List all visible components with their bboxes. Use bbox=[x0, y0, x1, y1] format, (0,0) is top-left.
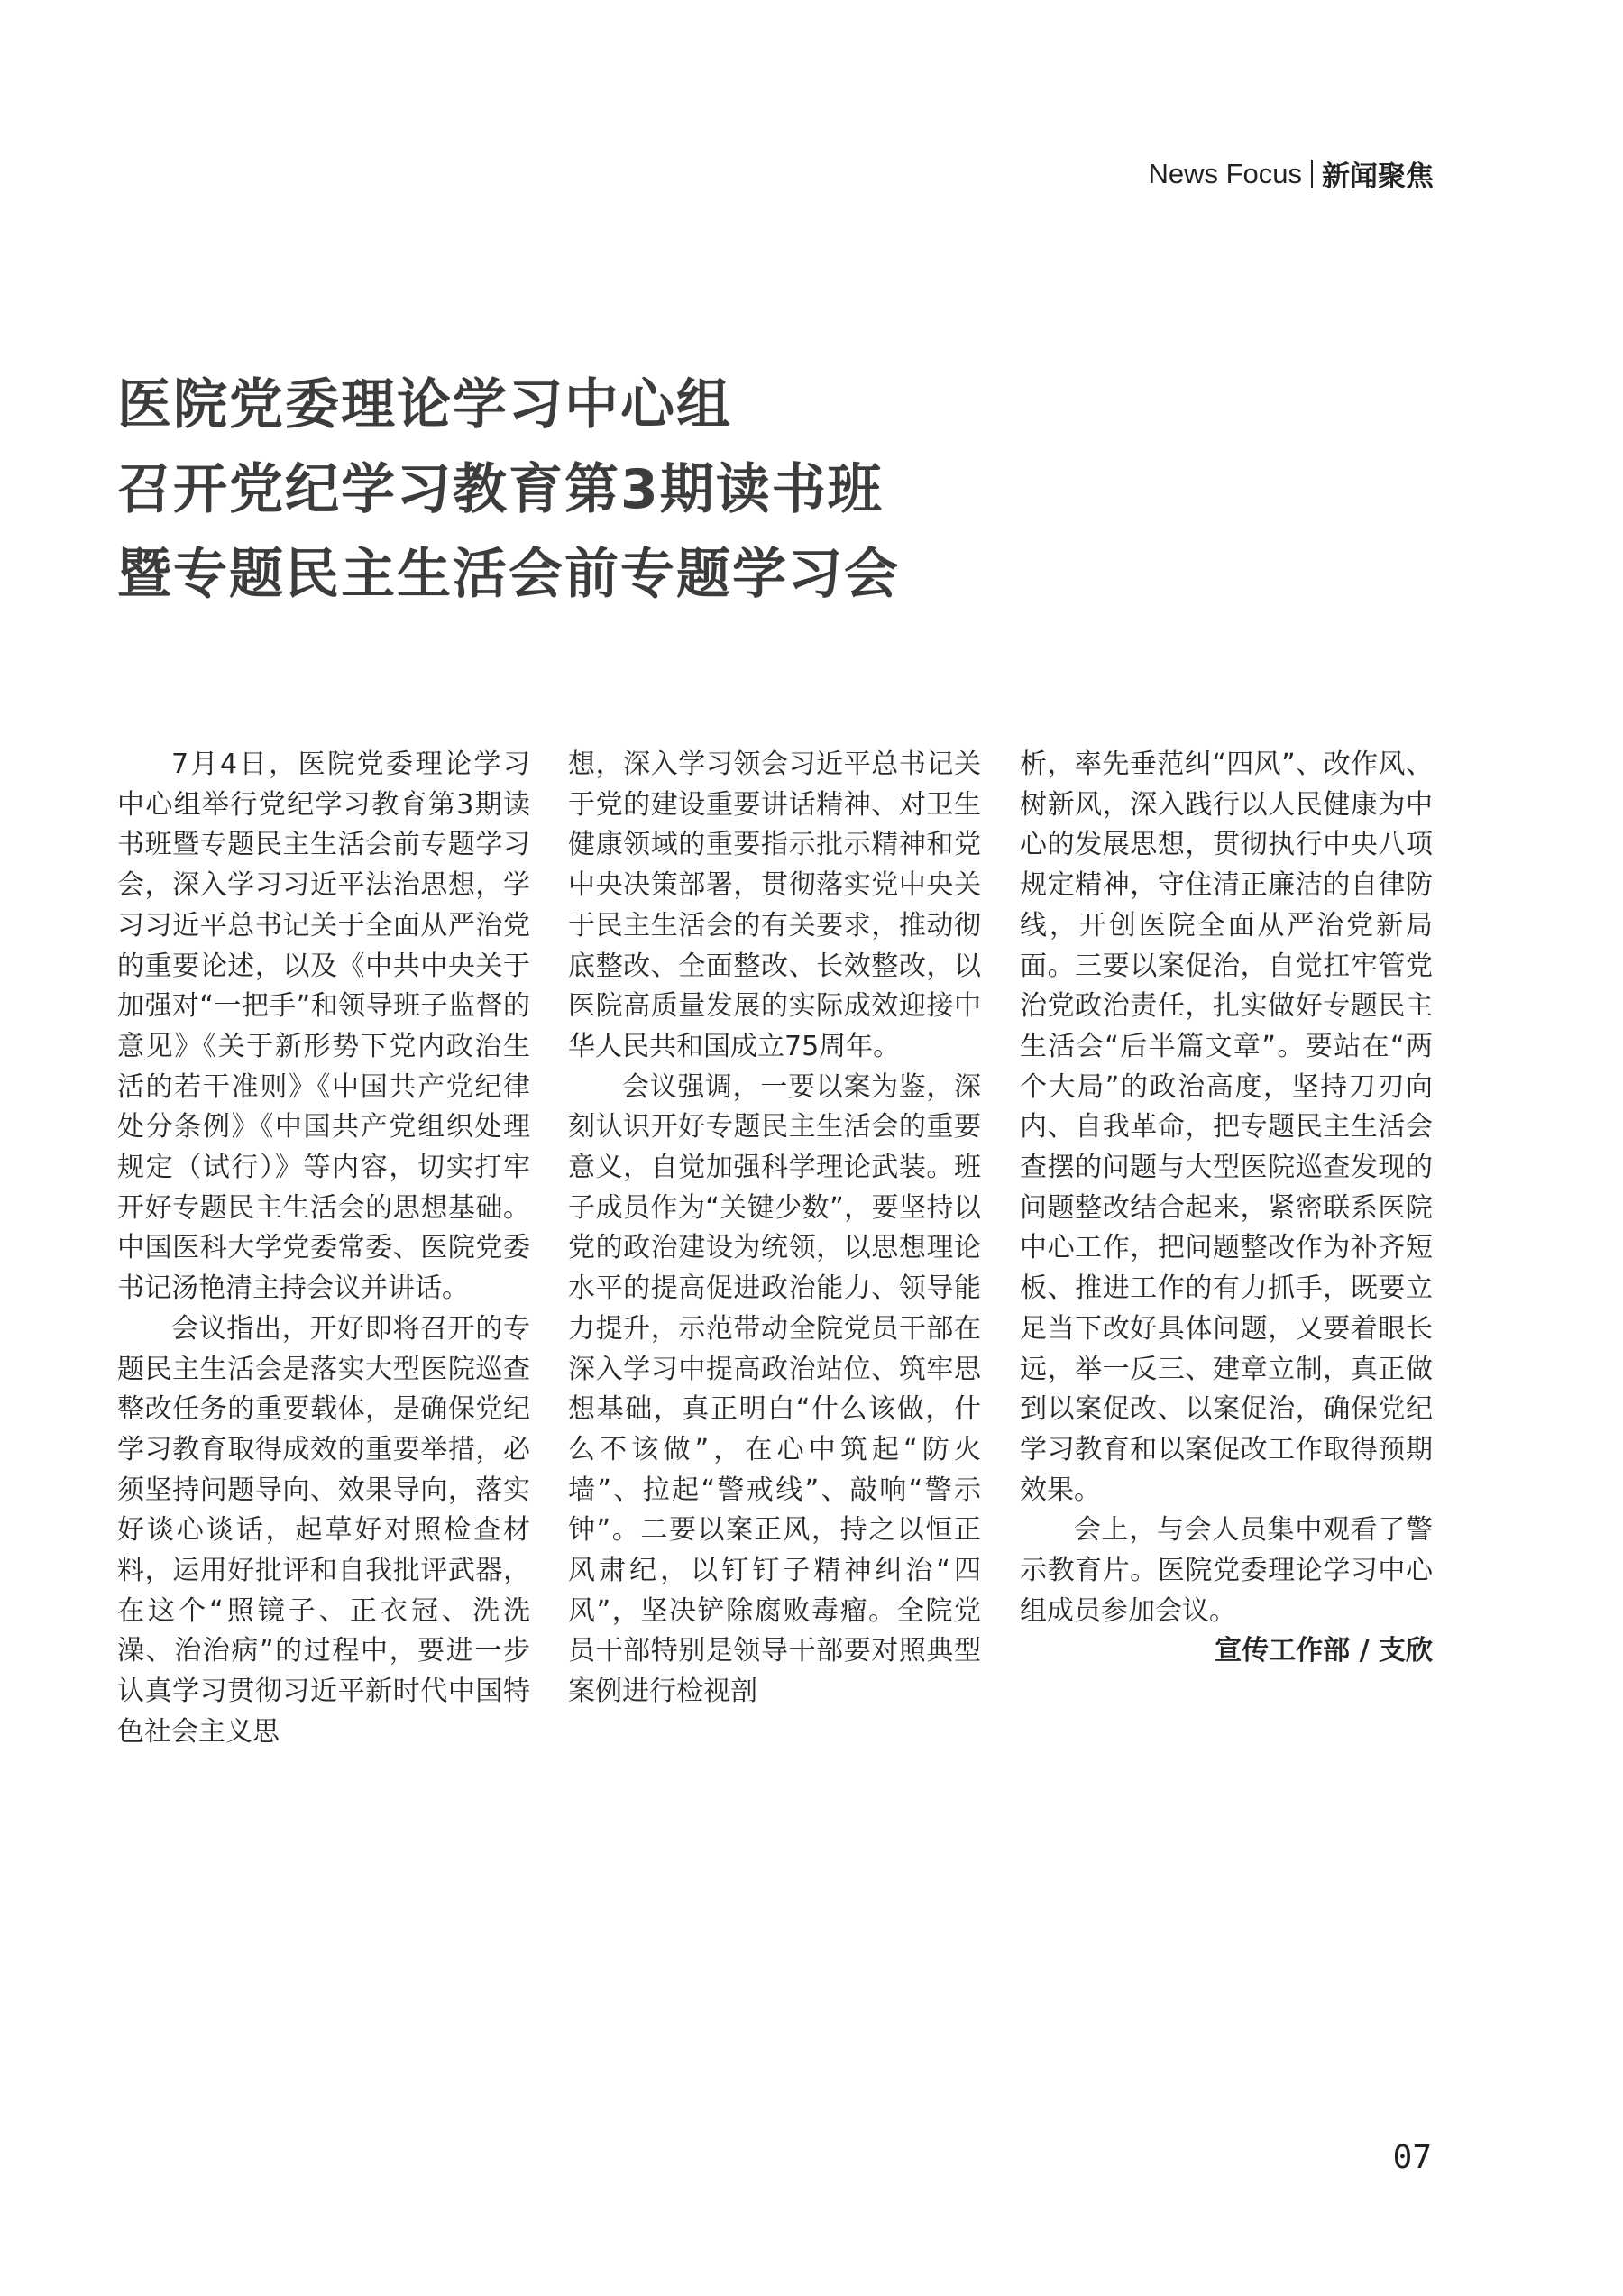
section-label-english: News Focus bbox=[1148, 157, 1302, 189]
page-number: 07 bbox=[1392, 2139, 1432, 2176]
article-column-2 bbox=[568, 745, 981, 1713]
title-line-3: 暨专题民主生活会前专题学习会 bbox=[117, 543, 900, 606]
title-line-2: 召开党纪学习教育第3期读书班 bbox=[117, 458, 884, 521]
paragraph-3-continued: 析，率先垂范纠“四风”、改作风、树新风，深入践行以人民健康为中心的发展思想，贯彻执行中央八项规定精神，守住清正廉洁的自律防线，开创医院全面从严治党新局面。三要以案促治，自觉扛牢管党治党政治责任，扎实做好专题民主生活会“后半篇文章”。要站在“两个大局”的政治高度，坚持刀刃向内、自我革命，把专题民主生活会查摆的问题与大型医院巡查发现的问题整改结合起来，紧密联系医院中心工作，把问题整改作为补齐短板、推进工作的有力抓手，既要立足当下改好具体问题，又要着眼长远，举一反三、建章立制，真正做到以案促改、以案促治，确保党纪学习教育和以案促改工作取得预期效果。 bbox=[1020, 748, 1433, 1506]
title-line-1: 医院党委理论学习中心组 bbox=[117, 373, 732, 436]
article-title bbox=[117, 363, 900, 617]
article-author: 宣传工作部 / 支欣 bbox=[1215, 1635, 1433, 1667]
section-header bbox=[1148, 153, 1434, 194]
paragraph-1: 7月4日，医院党委理论学习中心组举行党纪学习教育第3期读书班暨专题民主生活会前专题学习会，深入学习习近平法治思想，学习习近平总书记关于全面从严治党的重要论述，以及《中共中央关于加强对“一把手”和领导班子监督的意见》《关于新形势下党内政治生活的若干准则》《中国共产党纪律处分条例》《中国共产党组织处理规定（试行）》等内容，切实打牢开好专题民主生活会的思想基础。中国医科大学党委常委、医院党委书记汤艳清主持会议并讲话。 bbox=[117, 748, 530, 1305]
section-label-chinese: 新闻聚焦 bbox=[1322, 161, 1434, 193]
paragraph-3: 会议强调，一要以案为鉴，深刻认识开好专题民主生活会的重要意义，自觉加强科学理论武装。班子成员作为“关键少数”，要坚持以党的政治建设为统领，以思想理论水平的提高促进政治能力、领导能力提升，示范带动全院党员干部在深入学习中提高政治站位、筑牢思想基础，真正明白“什么该做，什么不该做”，在心中筑起“防火墙”、拉起“警戒线”、敲响“警示钟”。二要以案正风，持之以恒正风肃纪，以钉钉子精神纠治“四风”，坚决铲除腐败毒瘤。全院党员干部特别是领导干部要对照典型案例进行检视剖 bbox=[568, 1070, 981, 1708]
paragraph-4: 会上，与会人员集中观看了警示教育片。医院党委理论学习中心组成员参加会议。 bbox=[1020, 1514, 1433, 1627]
article-column-3 bbox=[1020, 745, 1433, 1672]
article-column-1 bbox=[117, 745, 530, 1753]
header-divider bbox=[1311, 160, 1313, 188]
paragraph-2: 会议指出，开好即将召开的专题民主生活会是落实大型医院巡查整改任务的重要载体，是确保党纪学习教育取得成效的重要举措，必须坚持问题导向、效果导向，落实好谈心谈话，起草好对照检查材料，运用好批评和自我批评武器，在这个“照镜子、正衣冠、洗洗澡、治治病”的过程中，要进一步认真学习贯彻习近平新时代中国特色社会主义思 bbox=[117, 1312, 530, 1748]
paragraph-2-continued: 想，深入学习领会习近平总书记关于党的建设重要讲话精神、对卫生健康领域的重要指示批示精神和党中央决策部署，贯彻落实党中央关于民主生活会的有关要求，推动彻底整改、全面整改、长效整改，以医院高质量发展的实际成效迎接中华人民共和国成立75周年。 bbox=[568, 748, 981, 1062]
